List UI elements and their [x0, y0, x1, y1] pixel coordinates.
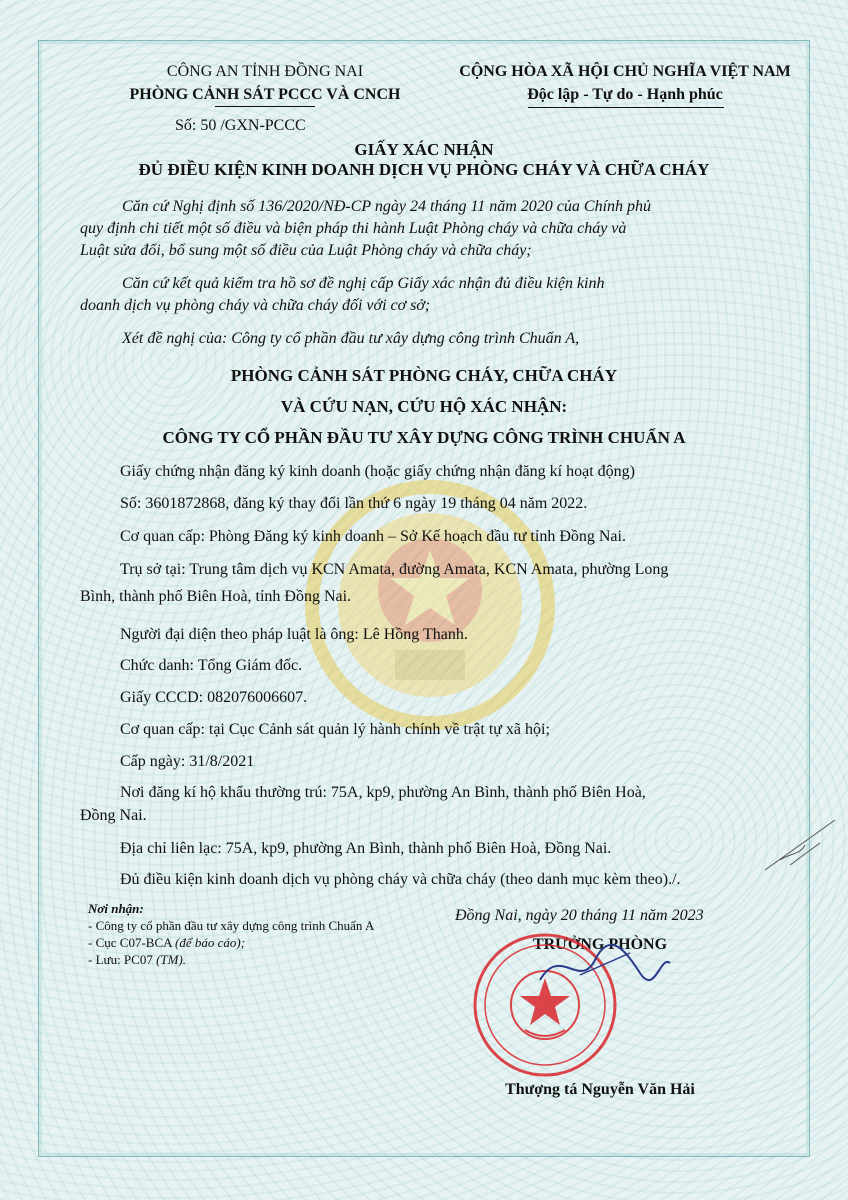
recipient-3-name: - Lưu: PC07 [88, 952, 157, 967]
residence-line1: Nơi đăng kí hộ khẩu thường trú: 75A, kp9, phường An Bình, thành phố Biên Hoà, [120, 784, 646, 801]
signer-role: TRƯỞNG PHÒNG [532, 936, 668, 953]
department-name: PHÒNG CẢNH SÁT PCCC VÀ CNCH [129, 86, 401, 103]
preamble-p2-line2: doanh dịch vụ phòng cháy và chữa cháy đối với cơ sở; [80, 297, 431, 314]
signer-name: Thượng tá Nguyễn Văn Hải [505, 1081, 695, 1098]
residence-line2: Đồng Nai. [80, 807, 147, 824]
citizen-id: Giấy CCCD: 082076006607. [120, 689, 308, 706]
agency-name: CÔNG AN TỈNH ĐỒNG NAI [166, 63, 364, 80]
conclusion: Đủ điều kiện kinh doanh dịch vụ phòng cháy và chữa cháy (theo danh mục kèm theo)./. [120, 871, 681, 888]
preamble-p2-line1: Căn cứ kết quả kiểm tra hồ sơ đề nghị cấp Giấy xác nhận đủ điều kiện kinh [122, 275, 605, 292]
license-issuer: Cơ quan cấp: Phòng Đăng ký kinh doanh – Sở Kế hoạch đầu tư tỉnh Đồng Nai. [120, 528, 626, 545]
preamble-p1-line2: quy định chi tiết một số điều và biện pháp thi hành Luật Phòng cháy và chữa cháy và [80, 220, 627, 237]
id-issue-date: Cấp ngày: 31/8/2021 [120, 753, 255, 770]
recipient-3 [88, 952, 186, 968]
recipient-2-note: (để báo cáo); [175, 935, 246, 950]
signing-date: Đồng Nai, ngày 20 tháng 11 năm 2023 [455, 907, 704, 924]
id-issuer: Cơ quan cấp: tại Cục Cảnh sát quản lý hành chính về trật tự xã hội; [120, 721, 550, 738]
headquarters-line2: Bình, thành phố Biên Hoà, tỉnh Đồng Nai. [80, 588, 352, 605]
preamble-p1-line3: Luật sửa đổi, bổ sung một số điều của Luật Phòng cháy và chữa cháy; [80, 242, 532, 259]
representative-title: Chức danh: Tổng Giám đốc. [120, 657, 303, 674]
preamble-p3: Xét đề nghị của: Công ty cổ phần đầu tư xây dựng công trình Chuẩn A, [122, 330, 580, 347]
contact-address: Địa chỉ liên lạc: 75A, kp9, phường An Bình, thành phố Biên Hoà, Đồng Nai. [120, 840, 612, 857]
document-subtitle: ĐỦ ĐIỀU KIỆN KINH DOANH DỊCH VỤ PHÒNG CHÁY VÀ CHỮA CHÁY [138, 160, 710, 179]
recipient-2 [88, 935, 245, 951]
header-underline-left [215, 106, 315, 107]
preamble-p1-line1: Căn cứ Nghị định số 136/2020/NĐ-CP ngày 24 tháng 11 năm 2020 của Chính phủ [122, 198, 652, 215]
nation-title: CỘNG HÒA XÃ HỘI CHỦ NGHĨA VIỆT NAM [459, 63, 791, 80]
confirm-heading-line1: PHÒNG CẢNH SÁT PHÒNG CHÁY, CHỮA CHÁY [230, 366, 618, 385]
margin-initials [760, 815, 840, 875]
document-title: GIẤY XÁC NHẬN [354, 140, 494, 159]
document-number: Số: 50 /GXN-PCCC [175, 117, 306, 134]
handwritten-signature [520, 935, 680, 995]
confirm-heading-line2: VÀ CỨU NẠN, CỨU HỘ XÁC NHẬN: [280, 397, 568, 416]
company-name: CÔNG TY CỔ PHẦN ĐẦU TƯ XÂY DỰNG CÔNG TRÌNH CHUẨN A [162, 428, 686, 447]
recipients-heading: Nơi nhận: [88, 901, 144, 916]
legal-representative: Người đại diện theo pháp luật là ông: Lê Hồng Thanh. [120, 626, 468, 643]
headquarters-line1: Trụ sở tại: Trung tâm dịch vụ KCN Amata, đường Amata, KCN Amata, phường Long [120, 561, 669, 578]
header-underline-right [528, 107, 724, 108]
nation-motto: Độc lập - Tự do - Hạnh phúc [527, 86, 723, 103]
recipient-1: - Công ty cổ phần đầu tư xây dựng công trình Chuẩn A [88, 918, 375, 933]
license-number: Số: 3601872868, đăng ký thay đổi lần thứ 6 ngày 19 tháng 04 năm 2022. [120, 495, 588, 512]
recipient-3-note: (TM). [156, 952, 187, 967]
license-line: Giấy chứng nhận đăng ký kinh doanh (hoặc giấy chứng nhận đăng kí hoạt động) [120, 463, 635, 480]
recipient-2-name: - Cục C07-BCA [88, 935, 176, 950]
